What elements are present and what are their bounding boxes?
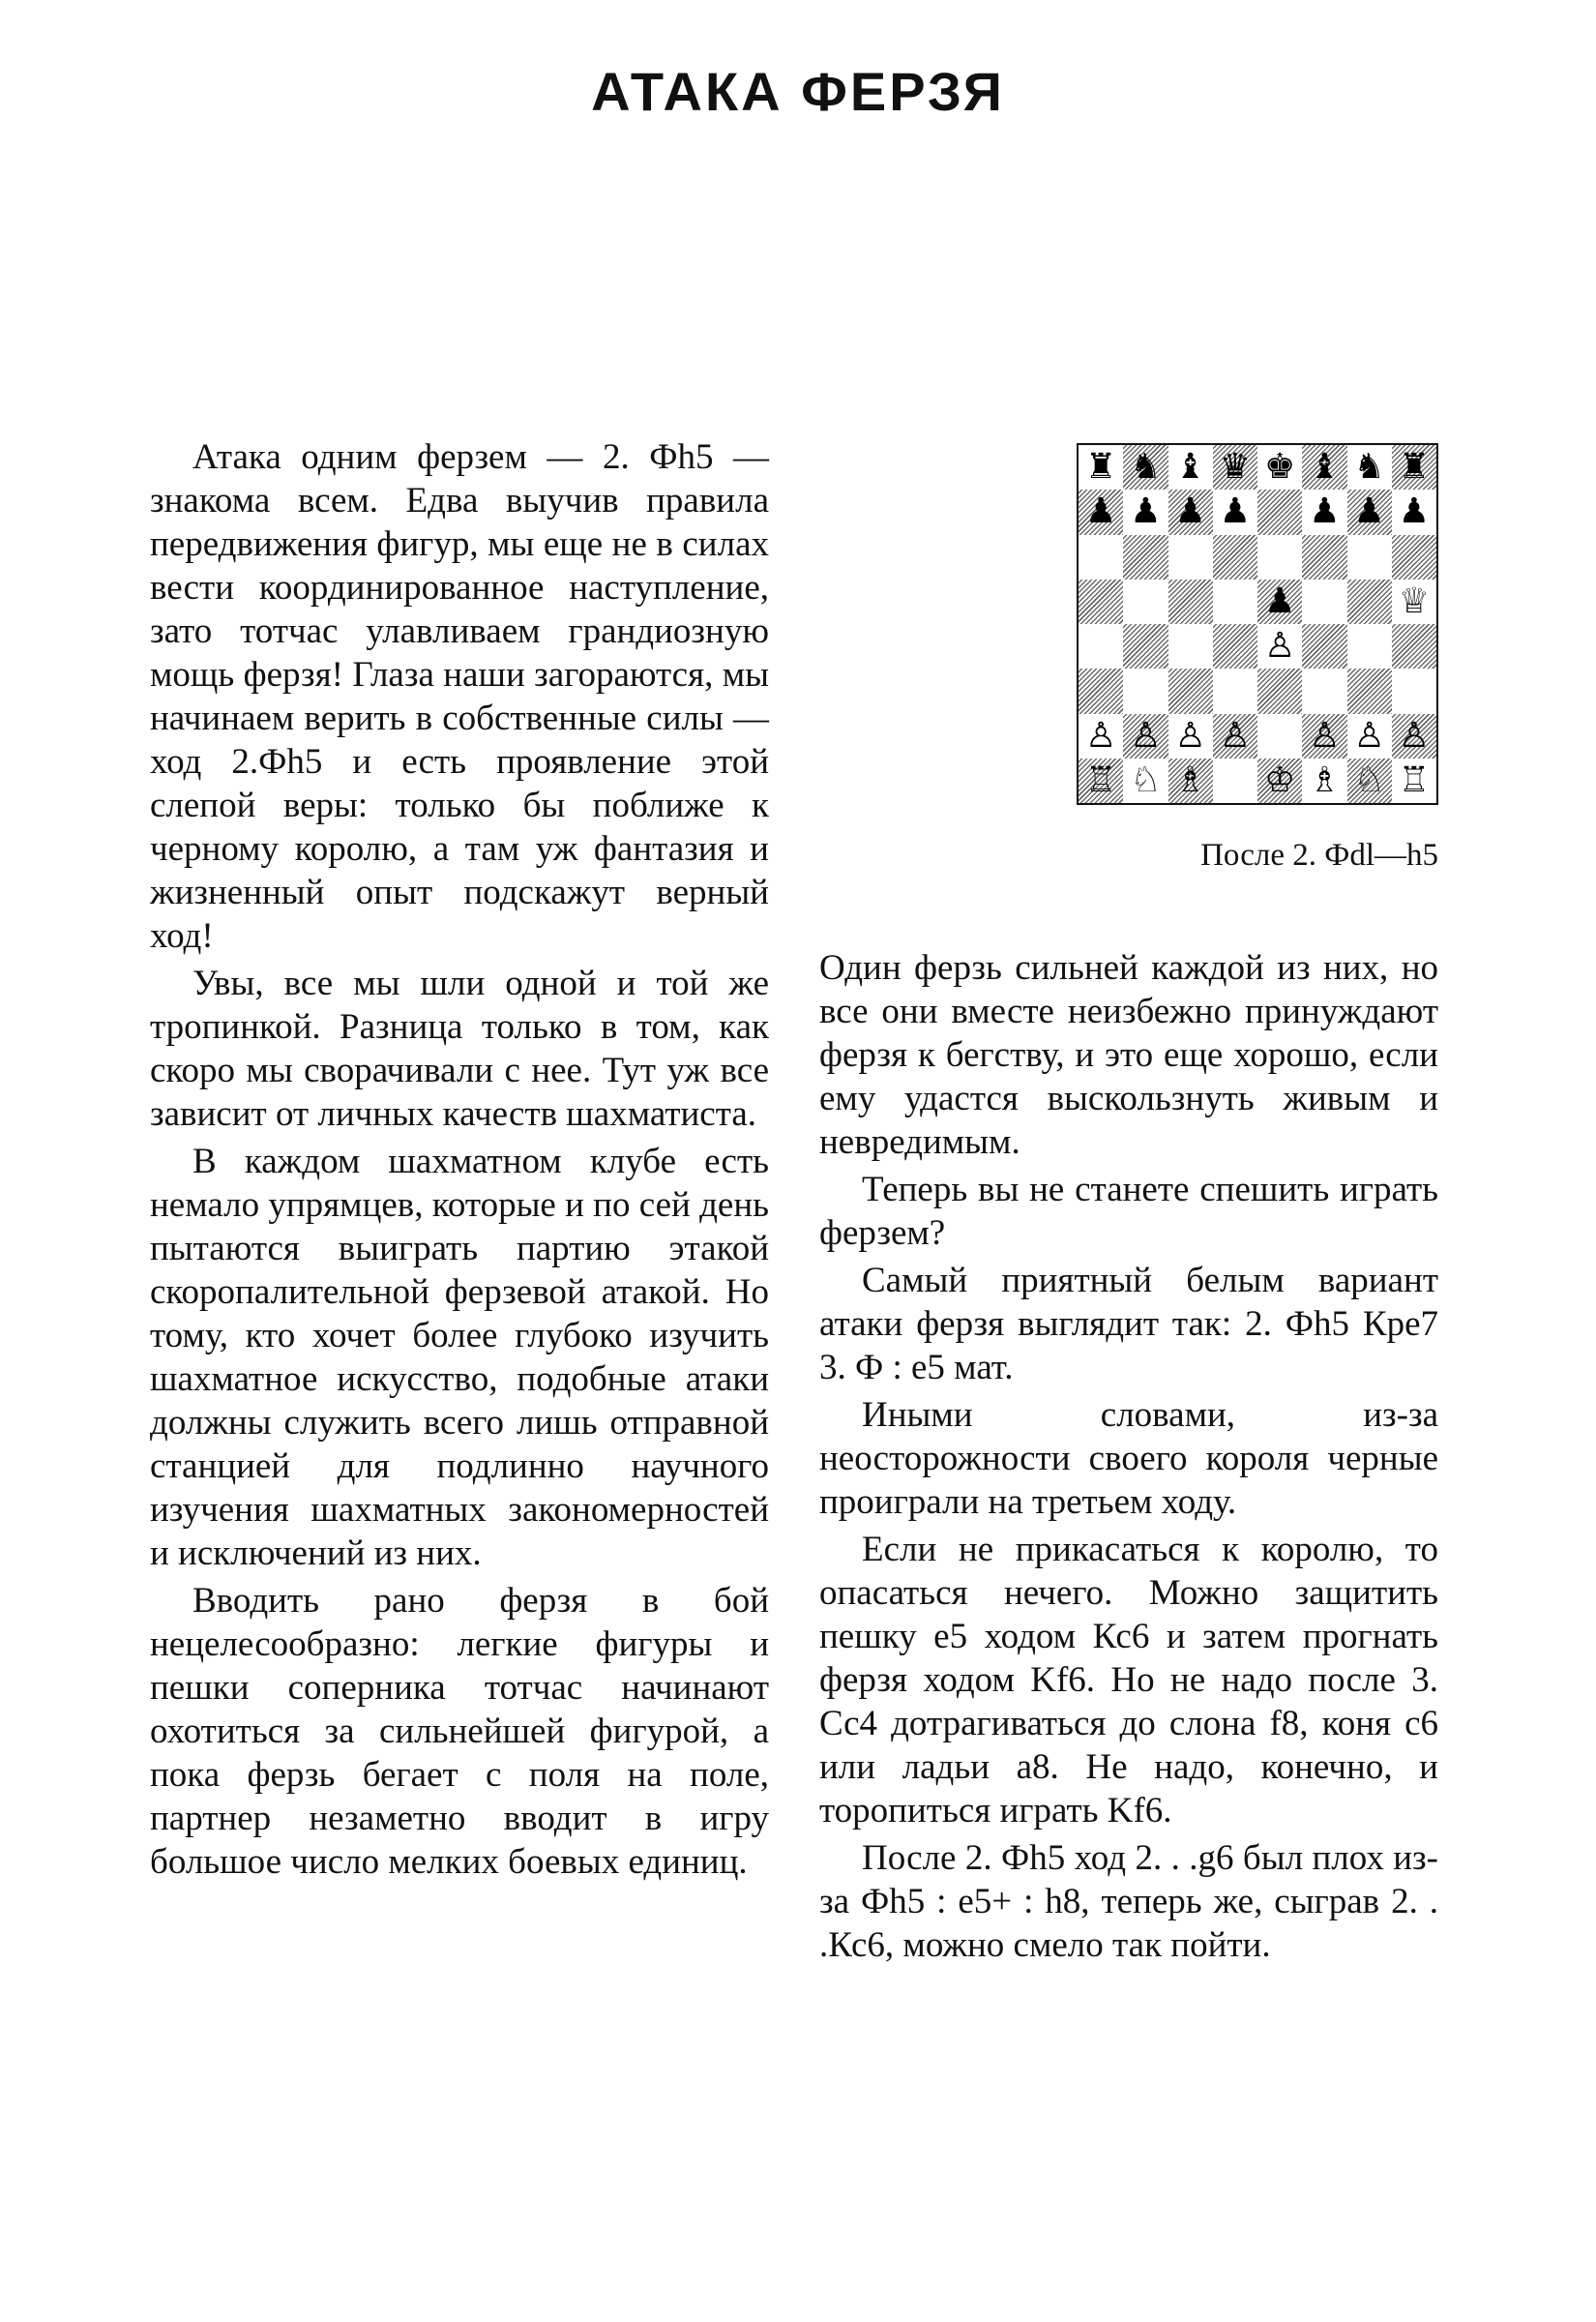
chess-piece-icon: ♕	[1398, 580, 1431, 621]
square-f3	[1302, 669, 1346, 713]
square-h6	[1392, 535, 1436, 580]
paragraph: Увы, все мы шли одной и той же тропинкой. Разница только в том, как скоро мы сворачивали с нее. Тут уж все зависит от личных качеств шахматиста.	[150, 964, 769, 1134]
square-f8	[1302, 445, 1346, 490]
chess-piece-icon: ♙	[1174, 715, 1206, 756]
chess-piece-icon: ♘	[1353, 759, 1385, 800]
square-a3	[1079, 669, 1123, 713]
square-b2	[1123, 714, 1167, 759]
chess-piece-icon: ♘	[1130, 759, 1162, 800]
square-c6	[1168, 535, 1213, 580]
left-column	[150, 435, 769, 1888]
square-c3	[1168, 669, 1213, 713]
square-g8	[1347, 445, 1392, 490]
chess-piece-icon: ♔	[1263, 759, 1296, 800]
paragraph: Если не прикасаться к королю, то опасаться нечего. Можно защитить пешку е5 ходом Кс6 и затем прогнать ферзя ходом Kf6. Но не надо после 3. Сс4 дотрагиваться до слона f8, коня с6 или ладьи а8. Не надо, конечно, и торопиться играть Kf6.	[819, 1530, 1438, 1831]
square-f7	[1302, 490, 1346, 534]
square-g7	[1347, 490, 1392, 534]
square-b8	[1123, 445, 1167, 490]
square-h8	[1392, 445, 1436, 490]
chess-piece-icon: ♟	[1174, 491, 1206, 532]
paragraph: После 2. Фh5 ход 2. . .g6 был плох из-за Фh5 : е5+ : h8, теперь же, сыграв 2. . .Кс6, можно смело так пойти.	[819, 1838, 1438, 1965]
chess-piece-icon: ♙	[1084, 715, 1117, 756]
chess-diagram	[1077, 443, 1438, 874]
square-d3	[1213, 669, 1257, 713]
square-g1	[1347, 759, 1392, 803]
square-a5	[1079, 580, 1123, 624]
paragraph-continuation: Один ферзь сильней каждой из них, но все они вместе неизбежно принуждают ферзя к бегству, и это еще хорошо, если ему удастся выскользнуть живым и невредимым.	[819, 948, 1438, 1162]
square-d7	[1213, 490, 1257, 534]
square-a1	[1079, 759, 1123, 803]
square-h2	[1392, 714, 1436, 759]
chess-piece-icon: ♟	[1309, 491, 1341, 532]
chess-piece-icon: ♚	[1263, 447, 1296, 488]
right-column	[819, 946, 1438, 1971]
chess-piece-icon: ♙	[1398, 715, 1431, 756]
chess-piece-icon: ♞	[1353, 447, 1385, 488]
square-f1	[1302, 759, 1346, 803]
square-b6	[1123, 535, 1167, 580]
square-e6	[1257, 535, 1302, 580]
square-d4	[1213, 624, 1257, 669]
square-d1	[1213, 759, 1257, 803]
square-g4	[1347, 624, 1392, 669]
chess-piece-icon: ♟	[1219, 491, 1252, 532]
square-e1	[1257, 759, 1302, 803]
paragraph: Теперь вы не станете спешить играть ферзем?	[819, 1170, 1438, 1253]
chess-piece-icon: ♟	[1398, 491, 1431, 532]
chess-board	[1077, 443, 1438, 805]
diagram-caption: После 2. Фdl—h5	[1200, 838, 1438, 873]
square-g3	[1347, 669, 1392, 713]
chess-piece-icon: ♟	[1084, 491, 1117, 532]
square-f4	[1302, 624, 1346, 669]
chess-piece-icon: ♙	[1263, 626, 1296, 667]
chess-piece-icon: ♝	[1174, 447, 1206, 488]
square-e4	[1257, 624, 1302, 669]
square-c4	[1168, 624, 1213, 669]
square-h5	[1392, 580, 1436, 624]
paragraph: Иными словами, из-за неосторожности своего короля черные проиграли на третьем ходу.	[819, 1395, 1438, 1522]
square-c7	[1168, 490, 1213, 534]
chess-piece-icon: ♜	[1398, 447, 1431, 488]
chess-piece-icon: ♞	[1130, 447, 1162, 488]
square-g6	[1347, 535, 1392, 580]
chess-piece-icon: ♖	[1398, 759, 1431, 800]
square-b1	[1123, 759, 1167, 803]
paragraph: В каждом шахматном клубе есть немало упрямцев, которые и по сей день пытаются выиграть партию этакой скоропалительной ферзевой атакой. Но тому, кто хочет более глубоко изучить шахматное искусство, подобные атаки должны служить всего лишь отправной станцией для подлинно научного изучения шахматных закономерностей и исключений из них.	[150, 1142, 769, 1573]
square-e5	[1257, 580, 1302, 624]
chess-piece-icon: ♟	[1130, 491, 1162, 532]
square-f6	[1302, 535, 1346, 580]
chess-piece-icon: ♟	[1353, 491, 1385, 532]
square-c8	[1168, 445, 1213, 490]
square-d6	[1213, 535, 1257, 580]
square-d8	[1213, 445, 1257, 490]
square-e7	[1257, 490, 1302, 534]
chess-piece-icon: ♝	[1309, 447, 1341, 488]
paragraph: Атака одним ферзем — 2. Фh5 — знакома всем. Едва выучив правила передвижения фигур, мы еще не в силах вести координированное наступление, зато тотчас улавливаем грандиозную мощь ферзя! Глаза наши загораются, мы начинаем верить в собственные силы — ход 2.Фh5 и есть проявление этой слепой веры: только бы поближе к черному королю, а там уж фантазия и жизненный опыт подскажут верный ход!	[150, 437, 769, 956]
chess-piece-icon: ♙	[1130, 715, 1162, 756]
square-c1	[1168, 759, 1213, 803]
chess-piece-icon: ♙	[1309, 715, 1341, 756]
square-c5	[1168, 580, 1213, 624]
square-a2	[1079, 714, 1123, 759]
square-g2	[1347, 714, 1392, 759]
square-f2	[1302, 714, 1346, 759]
square-d5	[1213, 580, 1257, 624]
square-f5	[1302, 580, 1346, 624]
chess-piece-icon: ♟	[1263, 580, 1296, 621]
chess-piece-icon: ♙	[1353, 715, 1385, 756]
chess-piece-icon: ♙	[1219, 715, 1252, 756]
square-h4	[1392, 624, 1436, 669]
square-e2	[1257, 714, 1302, 759]
chess-piece-icon: ♗	[1174, 759, 1206, 800]
square-b3	[1123, 669, 1167, 713]
page-title: АТАКА ФЕРЗЯ	[591, 61, 1005, 122]
square-a4	[1079, 624, 1123, 669]
square-b7	[1123, 490, 1167, 534]
chess-piece-icon: ♜	[1084, 447, 1117, 488]
chess-piece-icon: ♛	[1219, 447, 1252, 488]
square-a8	[1079, 445, 1123, 490]
paragraph: Самый приятный белым вариант атаки ферзя выглядит так: 2. Фh5 Кре7 3. Ф : е5 мат.	[819, 1261, 1438, 1387]
square-h7	[1392, 490, 1436, 534]
square-a7	[1079, 490, 1123, 534]
square-b4	[1123, 624, 1167, 669]
square-g5	[1347, 580, 1392, 624]
square-h3	[1392, 669, 1436, 713]
square-a6	[1079, 535, 1123, 580]
square-e8	[1257, 445, 1302, 490]
paragraph: Вводить рано ферзя в бой нецелесообразно: легкие фигуры и пешки соперника тотчас начинают охотиться за сильнейшей фигурой, а пока ферзь бегает с поля на поле, партнер незаметно вводит в игру большое число мелких боевых единиц.	[150, 1581, 769, 1882]
square-e3	[1257, 669, 1302, 713]
square-c2	[1168, 714, 1213, 759]
square-d2	[1213, 714, 1257, 759]
chess-piece-icon: ♖	[1084, 759, 1117, 800]
square-b5	[1123, 580, 1167, 624]
square-h1	[1392, 759, 1436, 803]
chess-piece-icon: ♗	[1309, 759, 1341, 800]
